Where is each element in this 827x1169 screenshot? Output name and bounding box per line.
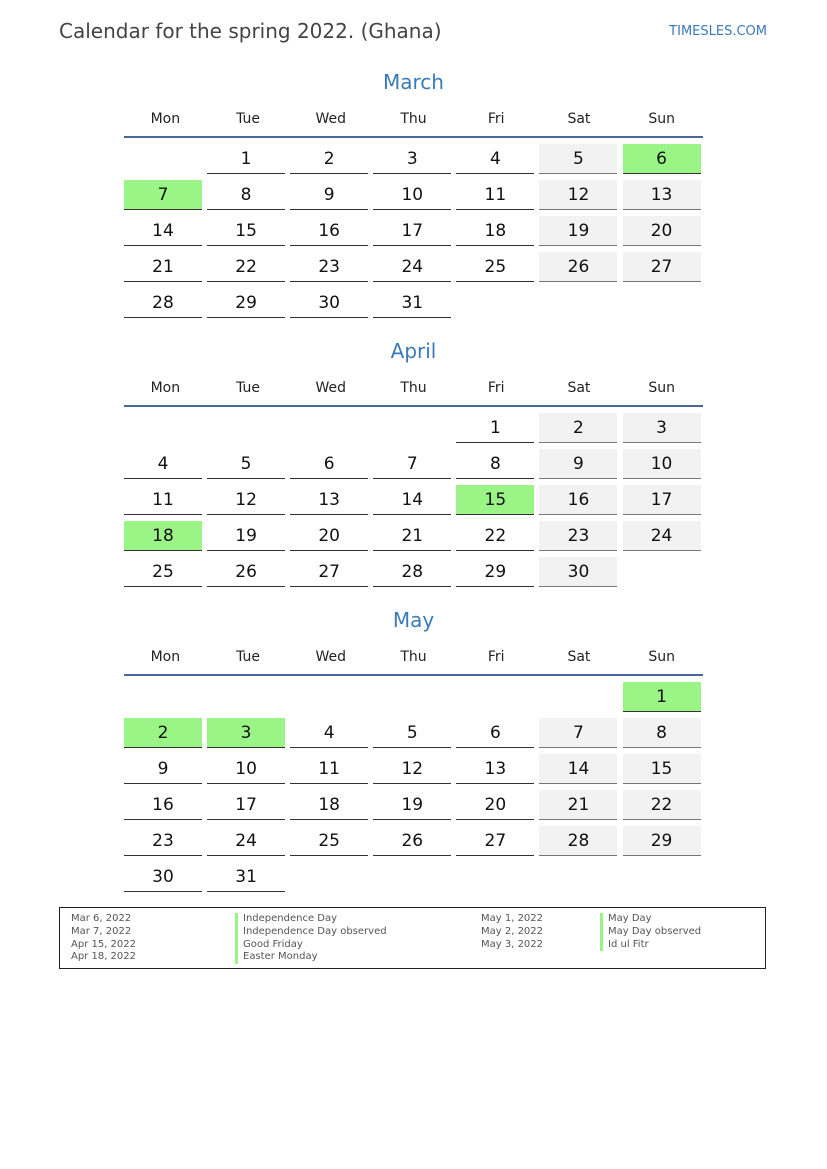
weekday-label: Sun [648,649,675,665]
weekday-label: Wed [315,649,347,665]
day-cell: 28 [124,288,202,318]
day-cell: 14 [373,485,451,515]
empty-cell [373,413,451,443]
day-cell: 13 [623,180,701,210]
day-cell: 20 [623,216,701,246]
legend-date: Mar 7, 2022 [71,925,132,937]
day-cell: 21 [539,790,617,820]
day-cell: 17 [207,790,285,820]
day-cell: 20 [456,790,534,820]
day-cell: 4 [124,449,202,479]
legend-date: May 3, 2022 [481,938,544,950]
day-cell: 26 [373,826,451,856]
legend-holiday-name: Id ul Fitr [600,939,701,952]
day-cell: 21 [124,252,202,282]
day-cell: 18 [456,216,534,246]
day-cell: 7 [539,718,617,748]
day-cell: 15 [207,216,285,246]
day-cell: 22 [207,252,285,282]
day-cell: 9 [124,754,202,784]
day-cell: 14 [539,754,617,784]
weekday-label: Tue [236,111,261,127]
page-title: Calendar for the spring 2022. (Ghana) [59,19,442,43]
legend-date: Apr 18, 2022 [71,951,137,963]
weekday-header [124,640,703,676]
weekday-label: Sat [567,380,591,396]
day-cell: 2 [290,144,368,174]
weekday-label: Tue [236,649,261,665]
day-cell: 4 [290,718,368,748]
holiday-day-cell: 15 [456,485,534,515]
empty-cell [207,413,285,443]
day-cell: 7 [373,449,451,479]
day-cell: 30 [290,288,368,318]
holiday-legend [59,907,766,969]
holiday-day-cell: 3 [207,718,285,748]
weekday-header [124,102,703,138]
day-cell: 17 [373,216,451,246]
day-cell: 29 [207,288,285,318]
site-link[interactable]: TIMESLES.COM [669,24,767,39]
legend-date: Mar 6, 2022 [71,913,132,924]
legend-dates-left [71,913,136,964]
day-cell: 14 [124,216,202,246]
legend-names-left [235,913,387,964]
day-cell: 6 [290,449,368,479]
weekday-label: Mon [150,111,181,127]
day-cell: 10 [207,754,285,784]
weekday-label: Fri [487,649,505,665]
day-cell: 8 [456,449,534,479]
day-cell: 9 [539,449,617,479]
empty-cell [539,682,617,712]
holiday-day-cell: 6 [623,144,701,174]
day-cell: 31 [373,288,451,318]
holiday-day-cell: 2 [124,718,202,748]
empty-cell [290,413,368,443]
day-cell: 22 [623,790,701,820]
empty-cell [124,413,202,443]
day-cell: 11 [124,485,202,515]
weekday-label: Sun [648,111,675,127]
legend-date: Apr 15, 2022 [71,938,137,950]
month-march [124,68,703,318]
month-title: May [392,608,435,632]
day-cell: 5 [207,449,285,479]
holiday-day-cell: 1 [623,682,701,712]
weekday-label: Mon [150,380,181,396]
day-cell: 24 [623,521,701,551]
day-cell: 8 [623,718,701,748]
day-cell: 19 [207,521,285,551]
day-cell: 13 [456,754,534,784]
day-cell: 15 [623,754,701,784]
weekday-label: Thu [400,111,427,127]
day-cell: 22 [456,521,534,551]
day-cell: 19 [373,790,451,820]
legend-holiday-name: Independence Day observed [235,926,387,939]
legend-dates-right [481,913,543,951]
day-cell: 27 [290,557,368,587]
day-cell: 1 [207,144,285,174]
legend-date: May 1, 2022 [481,913,544,924]
weekday-label: Fri [487,380,505,396]
day-cell: 12 [207,485,285,515]
day-cell: 23 [124,826,202,856]
legend-date: May 2, 2022 [481,925,544,937]
day-grid [124,682,703,892]
day-cell: 21 [373,521,451,551]
weekday-label: Thu [400,649,427,665]
day-cell: 29 [456,557,534,587]
day-cell: 28 [373,557,451,587]
weekday-label: Mon [150,649,181,665]
day-cell: 16 [290,216,368,246]
day-cell: 13 [290,485,368,515]
day-cell: 4 [456,144,534,174]
day-grid [124,413,703,587]
weekday-label: Sat [567,111,591,127]
holiday-day-cell: 7 [124,180,202,210]
day-cell: 23 [290,252,368,282]
day-cell: 8 [207,180,285,210]
day-cell: 24 [373,252,451,282]
day-cell: 3 [623,413,701,443]
month-may [124,606,703,892]
empty-cell [456,682,534,712]
weekday-label: Tue [236,380,261,396]
day-cell: 16 [539,485,617,515]
day-cell: 12 [373,754,451,784]
day-cell: 24 [207,826,285,856]
day-cell: 26 [207,557,285,587]
weekday-label: Wed [315,111,347,127]
day-cell: 18 [290,790,368,820]
day-cell: 25 [290,826,368,856]
day-cell: 31 [207,862,285,892]
legend-holiday-name: May Day observed [600,926,701,939]
month-title: April [390,339,437,363]
day-cell: 16 [124,790,202,820]
month-april [124,337,703,587]
holiday-day-cell: 18 [124,521,202,551]
legend-holiday-name: Good Friday [235,939,387,952]
weekday-label: Thu [400,380,427,396]
day-cell: 25 [124,557,202,587]
weekday-header [124,371,703,407]
weekday-label: Wed [315,380,347,396]
empty-cell [290,682,368,712]
day-cell: 25 [456,252,534,282]
day-cell: 11 [456,180,534,210]
day-cell: 1 [456,413,534,443]
day-cell: 20 [290,521,368,551]
day-cell: 9 [290,180,368,210]
day-cell: 6 [456,718,534,748]
legend-holiday-name: Independence Day [235,913,387,926]
empty-cell [207,682,285,712]
day-cell: 27 [456,826,534,856]
day-cell: 28 [539,826,617,856]
legend-holiday-name: Easter Monday [235,951,387,964]
day-cell: 30 [539,557,617,587]
empty-cell [373,682,451,712]
day-cell: 29 [623,826,701,856]
day-cell: 12 [539,180,617,210]
day-cell: 10 [373,180,451,210]
day-cell: 5 [539,144,617,174]
day-cell: 2 [539,413,617,443]
day-cell: 27 [623,252,701,282]
weekday-label: Sun [648,380,675,396]
legend-holiday-name: May Day [600,913,701,926]
day-cell: 11 [290,754,368,784]
day-cell: 30 [124,862,202,892]
month-title: March [383,70,444,94]
day-cell: 5 [373,718,451,748]
day-grid [124,144,703,318]
weekday-label: Sat [567,649,591,665]
day-cell: 23 [539,521,617,551]
day-cell: 17 [623,485,701,515]
day-cell: 10 [623,449,701,479]
weekday-label: Fri [487,111,505,127]
empty-cell [124,682,202,712]
day-cell: 26 [539,252,617,282]
empty-cell [124,144,202,174]
day-cell: 3 [373,144,451,174]
day-cell: 19 [539,216,617,246]
legend-names-right [600,913,701,951]
